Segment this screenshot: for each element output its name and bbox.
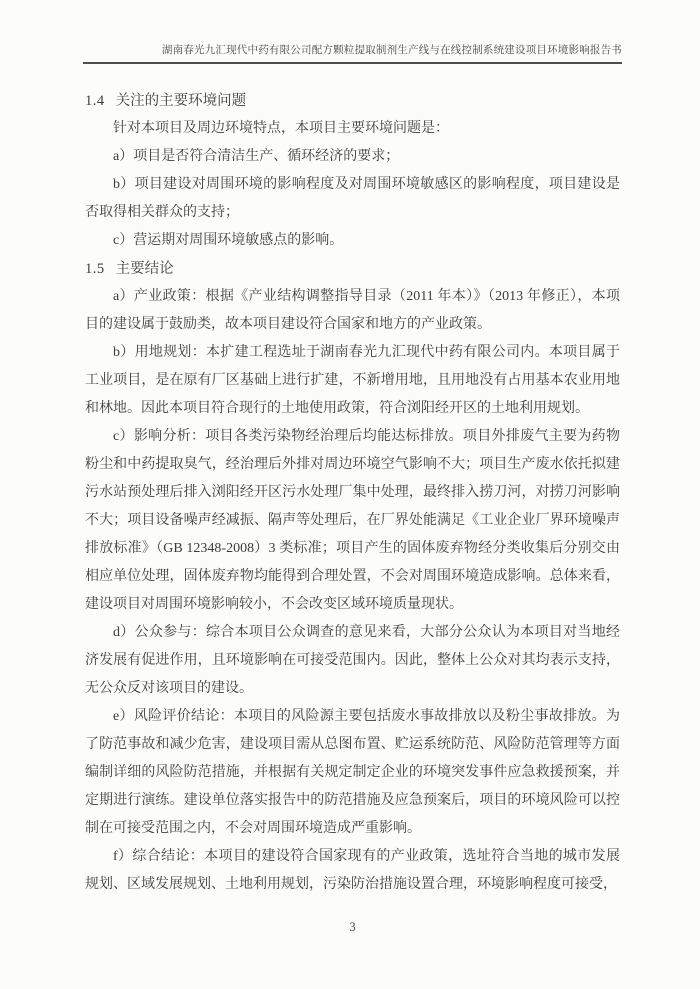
running-header-title: 湖南春光九汇现代中药有限公司配方颗粒提取制剂生产线与在线控制系统建设项目环境影响报告书 [83,42,622,64]
section-heading-1-4 [85,87,620,115]
paragraph-conclusion-c: c）影响分析：项目各类污染物经治理后均能达标排放。项目外排废气主要为药物粉尘和中药提取臭气，经治理后外排对周边环境空气影响不大；项目生产废水依托拟建污水站预处理后排入浏阳经开区污水处理厂集中处理，最终排入捞刀河，对捞刀河影响不大；项目设备噪声经减振、隔声等处理后，在厂界处能满足《工业企业厂界环境噪声排放标准》（GB 12348-2008）3 类标准；项目产生的固体废弃物经分类收集后分别交由相应单位处理，固体废弃物均能得到合理处置，不会对周围环境造成影响。总体来看，建设项目对周围环境影响较小，不会改变区域环境质量现状。 [85,429,620,612]
section-title: 主要结论 [115,261,174,277]
section-number: 1.4 [85,93,105,109]
section-title: 关注的主要环境问题 [115,93,247,109]
paragraph-conclusion-e: e）风险评价结论：本项目的风险源主要包括废水事故排放以及粉尘事故排放。为了防范事故和减少危害，建设项目需从总图布置、贮运系统防范、风险防范管理等方面编制详细的风险防范措施，并根据有关规定制定企业的环境突发事件应急救援预案，并定期进行演练。建设单位落实报告中的防范措施及应急预案后，项目的环境风险可以控制在可接受范围之内，不会对周围环境造成严重影响。 [85,709,620,836]
paragraph-conclusion-a: a）产业政策：根据《产业结构调整指导目录（2011 年本）》（2013 年修正），本项目的建设属于鼓励类，故本项目建设符合国家和地方的产业政策。 [85,289,620,332]
paragraph-issue-b: b）项目建设对周围环境的影响程度及对周围环境敏感区的影响程度，项目建设是否取得相关群众的支持； [85,177,620,220]
section-heading-1-5 [85,255,620,283]
section-number: 1.5 [85,261,105,277]
paragraph-issue-c: c）营运期对周围环境敏感点的影响。 [113,233,344,248]
paragraph-conclusion-b: b）用地规划：本扩建工程选址于湖南春光九汇现代中药有限公司内。本项目属于工业项目，是在原有厂区基础上进行扩建，不新增用地，且用地没有占用基本农业用地和林地。因此本项目符合现行的土地使用政策，符合浏阳经开区的土地利用规划。 [85,345,620,416]
document-body [85,87,620,899]
paragraph-conclusion-f: f）综合结论：本项目的建设符合国家现有的产业政策，选址符合当地的城市发展规划、区域发展规划、土地利用规划，污染防治措施设置合理，环境影响程度可接受， [85,849,620,892]
paragraph-issue-a: a）项目是否符合清洁生产、循环经济的要求； [113,149,400,164]
paragraph-intro: 针对本项目及周边环境特点，本项目主要环境问题是： [113,121,449,136]
page-number: 3 [349,920,356,934]
paragraph-conclusion-d: d）公众参与：综合本项目公众调查的意见来看，大部分公众认为本项目对当地经济发展有促进作用，且环境影响在可接受范围内。因此，整体上公众对其均表示支持，无公众反对该项目的建设。 [85,625,620,696]
